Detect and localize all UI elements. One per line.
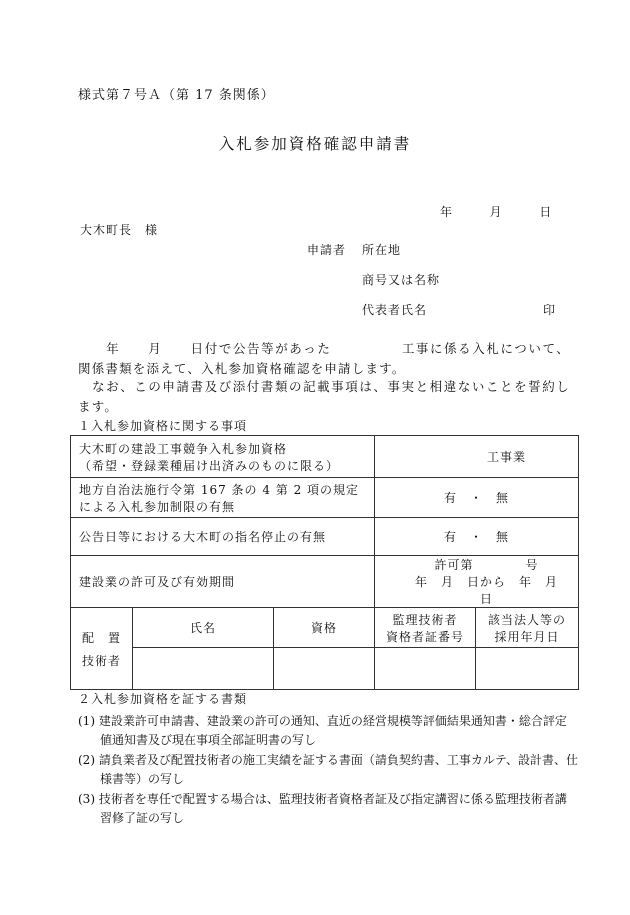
form-number: 様式第７号Ａ（第 17 条関係）: [78, 88, 275, 103]
engineer-date-header: 該当法人等の 採用年月日: [476, 608, 579, 648]
document-item: (2) 請負業者及び配置技術者の施工実績を証する書面（請負契約書、工事カルテ、設計書、仕様書等）の写し: [78, 752, 578, 786]
engineer-name-header: 氏名: [133, 608, 274, 648]
row1-label: 大木町の建設工事競争入札参加資格 （希望・登録業種届け出済みのものに限る）: [71, 436, 375, 478]
row3-label: 公告日等における大木町の指名停止の有無: [71, 518, 375, 556]
table-row: [71, 608, 579, 648]
engineer-cert-header: 監理技術者 資格者証番号: [375, 608, 476, 648]
row2-value: 有 ・ 無: [375, 478, 579, 518]
date-year: 年: [440, 205, 453, 219]
section-1-title: １入札参加資格に関する事項: [78, 419, 248, 433]
engineer-date-cell[interactable]: [476, 648, 579, 690]
seal-mark: 印: [543, 303, 557, 317]
applicant-label: 申請者: [307, 243, 347, 257]
engineer-label: 配 置 技術者: [71, 608, 133, 690]
date-month: 月: [489, 205, 502, 219]
eligibility-table: [70, 435, 579, 690]
document-title: 入札参加資格確認申請書: [218, 135, 412, 153]
row4-label: 建設業の許可及び有効期間: [71, 556, 375, 608]
section-2-title: ２入札参加資格を証する書類: [78, 692, 248, 706]
date-day: 日: [539, 205, 552, 219]
table-row: [71, 436, 579, 478]
documents-section: [78, 690, 578, 829]
representative-label: 代表者氏名: [362, 303, 428, 317]
address-label: 所在地: [362, 243, 402, 257]
document-item: (1) 建設業許可申請書、建設業の許可の通知、直近の経営規模等評価結果通知書・総合評定値通知書及び現在事項全部証明書の写し: [78, 713, 567, 747]
engineer-name-cell[interactable]: [133, 648, 274, 690]
engineer-cert-cell[interactable]: [375, 648, 476, 690]
row3-value: 有 ・ 無: [375, 518, 579, 556]
engineer-qualification-cell[interactable]: [274, 648, 375, 690]
table-row: [71, 478, 579, 518]
row1-value: 工事業: [375, 436, 579, 478]
company-name-label: 商号又は名称: [362, 273, 441, 287]
table-row: [71, 648, 579, 690]
row4-value: 許可第 号 年 月 日から 年 月 日: [375, 556, 579, 608]
row2-label: 地方自治法施行令第 167 条の 4 第 2 項の規定 による入札参加制限の有無: [71, 478, 375, 518]
table-row: [71, 518, 579, 556]
addressee: 大木町長 様: [80, 223, 159, 237]
body-paragraph-2: なお、この申請書及び添付書類の記載事項は、事実と相違ないことを誓約します。: [78, 379, 570, 414]
engineer-qualification-header: 資格: [274, 608, 375, 648]
table-row: [71, 556, 579, 608]
date-line: [440, 203, 551, 220]
body-paragraph-1: 年 月 日付で公告等があった 工事に係る入札について、関係書類を添えて、入札参加資格確認を申請します。: [78, 341, 570, 376]
document-item: (3) 技術者を専任で配置する場合は、監理技術者資格者証及び指定講習に係る監理技術者講習修了証の写し: [78, 791, 567, 825]
